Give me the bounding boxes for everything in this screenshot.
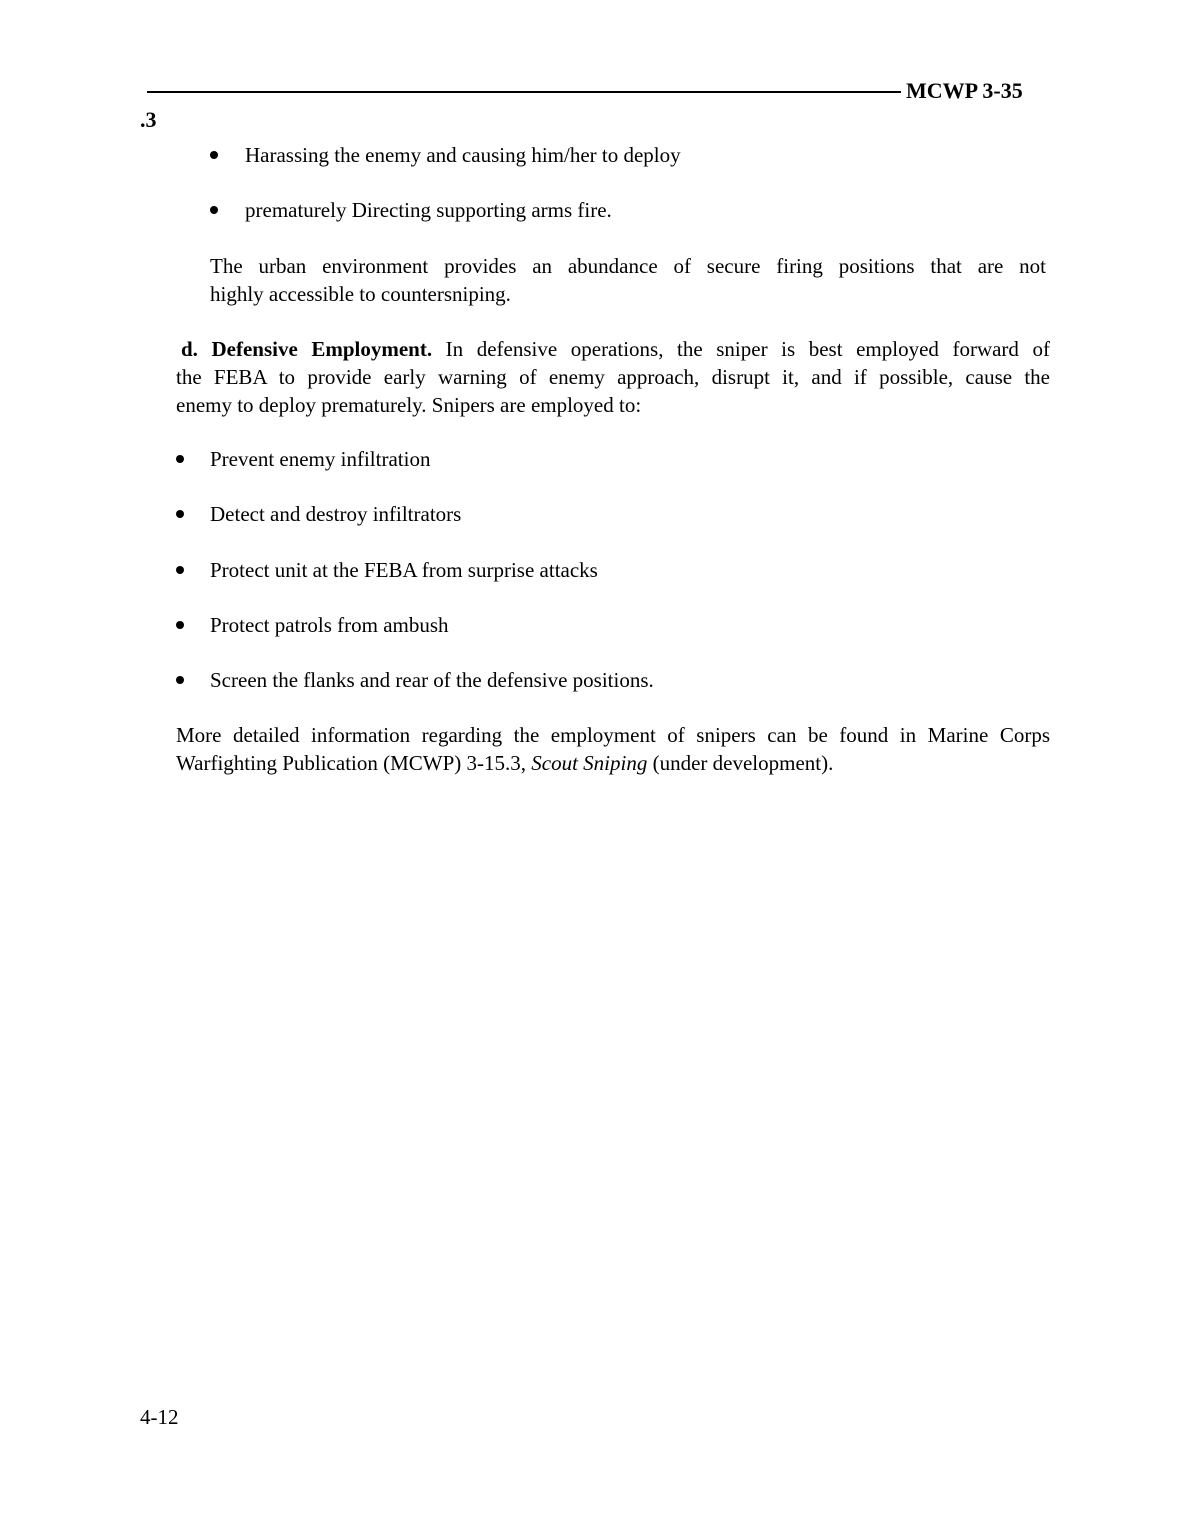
list-item-text: Protect unit at the FEBA from surprise attacks [210,558,598,582]
page-number: 4-12 [140,1405,179,1429]
bullet-icon [210,206,218,214]
bullet-icon [176,566,184,574]
list-item-text: Harassing the enemy and causing him/her to deploy [245,143,681,167]
paragraph-line: the FEBA to provide early warning of enemy approach, disrupt it, and if possible, cause the [176,365,1050,389]
paragraph-line: More detailed information regarding the employment of snipers can be found in Marine Corps [176,723,1050,747]
bullet-icon [176,455,184,463]
paragraph-line: highly accessible to countersniping. [210,282,511,306]
header-rule [147,91,901,93]
urban-paragraph [210,252,1046,308]
bullet-icon [210,151,218,159]
bullet-icon [176,510,184,518]
closing-paragraph [176,721,1050,777]
paragraph-text: In defensive operations, the sniper is best employed forward of [432,337,1050,361]
list-item-text: Screen the flanks and rear of the defensive positions. [210,668,654,692]
list-item-text: prematurely Directing supporting arms fire. [245,198,612,222]
list-item-text: Protect patrols from ambush [210,613,449,637]
defensive-employment-paragraph [176,335,1050,419]
bullet-icon [176,676,184,684]
paragraph-line: The urban environment provides an abundance of secure firing positions that are not [210,254,1046,278]
bullet-icon [176,621,184,629]
paragraph-line: enemy to deploy prematurely. Snipers are employed to: [176,393,642,417]
paragraph-text: (under development). [647,751,834,775]
list-item-text: Prevent enemy infiltration [210,447,431,471]
paragraph-line [176,335,1050,363]
section-heading: d. Defensive Employment. [181,337,433,361]
publication-title-reference: Scout Sniping [531,751,648,775]
publication-suffix: .3 [140,107,157,132]
list-item-text: Detect and destroy infiltrators [210,502,462,526]
paragraph-line [176,749,1050,777]
publication-title: MCWP 3-35 [906,78,1023,103]
paragraph-text: Warfighting Publication (MCWP) 3-15.3, [176,751,532,775]
